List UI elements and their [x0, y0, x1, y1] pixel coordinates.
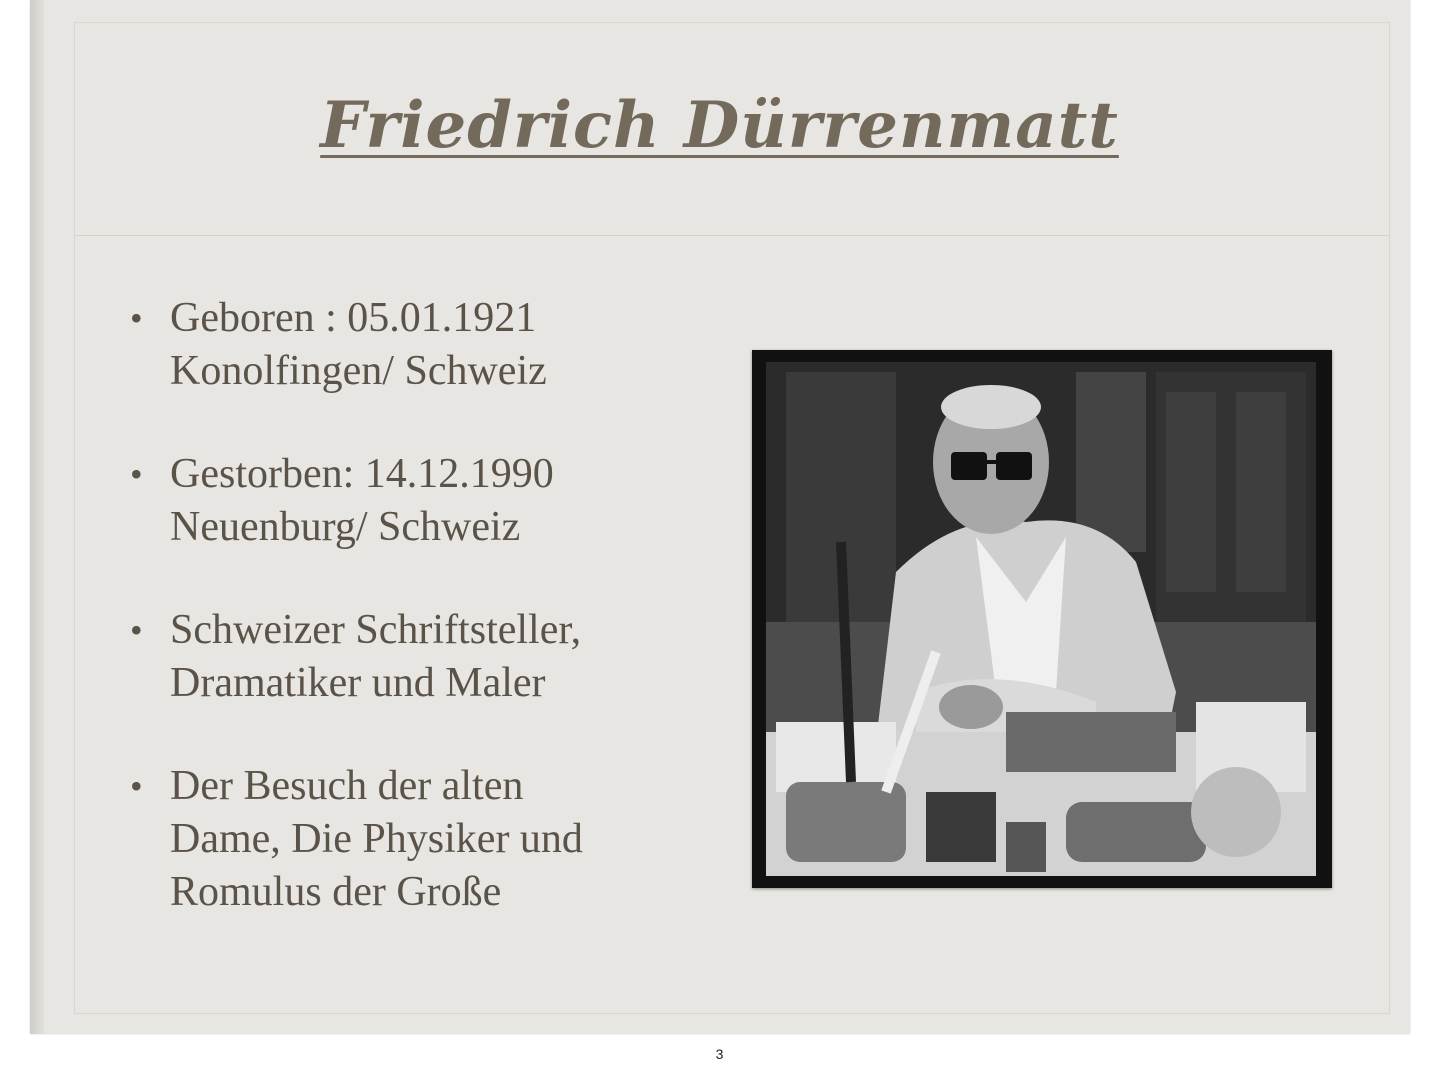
bullet-dot-icon: •	[130, 766, 143, 806]
bullet-line: Der Besuch der alten	[170, 763, 524, 809]
bullet-dot-icon: •	[130, 298, 143, 338]
bullet-line: Dramatiker und Maler	[170, 660, 546, 706]
bullet-list	[130, 292, 690, 969]
title-divider	[74, 235, 1390, 236]
bullet-line: Romulus der Große	[170, 869, 502, 915]
portrait-photo-icon	[766, 362, 1316, 876]
bullet-item-died	[130, 448, 690, 554]
bullet-item-profession	[130, 604, 690, 710]
bullet-line: Geboren : 05.01.1921	[170, 295, 537, 341]
bullet-line: Konolfingen/ Schweiz	[170, 348, 547, 394]
bullet-dot-icon: •	[130, 610, 143, 650]
bullet-line: Schweizer Schriftsteller,	[170, 607, 582, 653]
bullet-line: Gestorben: 14.12.1990	[170, 451, 554, 497]
bullet-dot-icon: •	[130, 454, 143, 494]
page-number: 3	[715, 1046, 724, 1062]
bullet-line: Neuenburg/ Schweiz	[170, 504, 521, 550]
portrait-photo	[752, 350, 1332, 888]
slide-title: Friedrich Dürrenmatt	[320, 88, 1119, 163]
bullet-line: Dame, Die Physiker und	[170, 816, 583, 862]
bullet-item-works	[130, 760, 690, 919]
bullet-item-born	[130, 292, 690, 398]
